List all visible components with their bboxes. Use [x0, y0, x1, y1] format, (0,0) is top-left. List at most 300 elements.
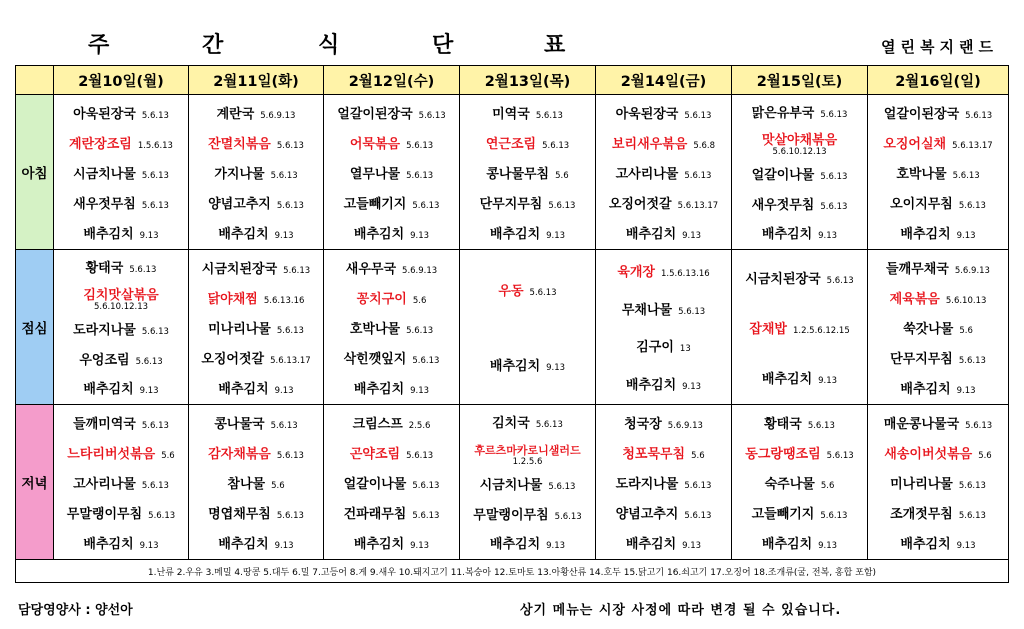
menu-item-line [886, 258, 990, 277]
menu-item-line [73, 193, 169, 212]
allergen-codes: 9.13 [682, 540, 702, 551]
allergen-codes: 5.6.13 [406, 170, 434, 181]
menu-item-line [616, 473, 712, 492]
allergen-codes: 5.6 [271, 480, 285, 491]
title-char: 표 [544, 33, 566, 58]
meal-label: 점심 [16, 250, 54, 405]
change-notice: 상기 메뉴는 시장 사정에 따라 변경 될 수 있습니다. [520, 603, 842, 618]
menu-item [596, 530, 731, 554]
dish-name: 시금치나물 [479, 478, 543, 494]
menu-item-line [617, 261, 709, 280]
menu-item-line [490, 355, 565, 374]
allergen-codes: 5.6.13 [678, 306, 706, 317]
dish-name: 얼갈이된장국 [337, 106, 413, 122]
menu-item-line [616, 503, 712, 522]
menu-item-line [884, 103, 992, 122]
allergen-codes: 5.6.13 [820, 201, 848, 212]
menu-item [324, 315, 459, 339]
menu-item-line [890, 348, 986, 367]
menu-cell [732, 95, 868, 250]
menu-item-line [208, 318, 304, 337]
dish-name: 미역국 [492, 106, 530, 122]
menu-item-line [208, 288, 305, 307]
menu-item-line [67, 503, 175, 522]
menu-item [460, 439, 595, 467]
menu-item-line [609, 193, 718, 212]
day-header: 2월10일(월) [54, 66, 189, 95]
dish-name: 새우무국 [345, 261, 397, 277]
allergen-legend: 1.난류 2.우유 3.메밀 4.땅콩 5.대두 6.밀 7.고등어 8.게 9.새우 10.돼지고기 11.복숭아 12.토마토 13.아황산류 14.호두 15.닭고기 16.쇠고기 17.오징어 18.조개류(굴, 전복, 홍합 포함) [16, 560, 1009, 583]
dish-name: 새우젓무침 [751, 197, 815, 213]
allergen-codes: 5.6.13 [412, 510, 440, 521]
menu-item-line [83, 223, 158, 242]
day-header: 2월13일(목) [460, 66, 596, 95]
menu-item [732, 410, 867, 434]
menu-item [868, 130, 1008, 154]
menu-item [596, 259, 731, 283]
allergen-codes: 5.6 [978, 450, 992, 461]
dish-name: 배추김치 [761, 371, 813, 387]
menu-item-line [900, 223, 975, 242]
menu-item-list [189, 250, 323, 404]
menu-item-line [79, 349, 162, 368]
allergen-codes: 9.13 [818, 375, 838, 386]
allergen-codes: 5.6.13 [952, 170, 980, 181]
allergen-codes: 5.6.13 [807, 420, 835, 431]
dish-name: 무말랭이무침 [66, 506, 143, 522]
menu-item [596, 220, 731, 244]
menu-cell [54, 250, 189, 405]
dish-name: 조개젓무침 [890, 506, 953, 522]
menu-item-line [762, 223, 837, 242]
dish-name: 얼갈이나물 [343, 476, 407, 492]
allergen-codes: 5.6 [161, 450, 175, 461]
menu-cell [868, 405, 1009, 560]
corner-cell [16, 66, 54, 95]
menu-item-list [732, 95, 867, 249]
menu-item [324, 440, 459, 464]
allergen-codes: 5.6 [691, 450, 705, 461]
allergen-codes: 5.6.13 [141, 170, 169, 181]
menu-item-list [732, 250, 867, 404]
menu-item [324, 190, 459, 214]
menu-item [732, 220, 867, 244]
menu-item [54, 190, 188, 214]
menu-cell [868, 250, 1009, 405]
menu-item-line [73, 163, 169, 182]
allergen-codes: 5.6.13 [141, 327, 169, 338]
menu-item-line [498, 280, 556, 299]
menu-item [189, 375, 323, 399]
dish-name: 도라지나물 [615, 476, 679, 492]
allergen-codes: 9.13 [139, 230, 159, 241]
menu-item-line [201, 348, 310, 367]
menu-item [596, 334, 731, 358]
menu-item-line [353, 413, 431, 432]
menu-item [868, 440, 1008, 464]
allergen-codes: 9.13 [818, 230, 838, 241]
menu-item-line [218, 378, 293, 397]
menu-item-line [214, 163, 297, 182]
menu-item [868, 255, 1008, 279]
menu-item-line [752, 503, 848, 522]
allergen-codes: 5.6.13 [276, 325, 304, 336]
menu-item-line [480, 474, 576, 493]
menu-item-list [324, 95, 459, 249]
menu-item [596, 440, 731, 464]
menu-item [596, 470, 731, 494]
dish-name: 우동 [498, 284, 524, 299]
dish-name: 배추김치 [625, 536, 677, 552]
menu-item [324, 220, 459, 244]
allergen-codes: 5.6.13 [820, 510, 848, 521]
menu-item-line [762, 129, 837, 148]
dish-name: 명엽채무침 [208, 506, 271, 522]
title-char: 간 [202, 33, 224, 58]
menu-cell [868, 95, 1009, 250]
allergen-codes: 5.6.10.12.13 [772, 146, 827, 157]
menu-item-list [868, 405, 1008, 559]
menu-item-line [616, 103, 712, 122]
menu-item-line [622, 299, 705, 318]
menu-item [324, 160, 459, 184]
menu-cell [189, 95, 324, 250]
dish-name: 꽁치구이 [356, 291, 407, 307]
day-header: 2월16일(일) [868, 66, 1009, 95]
menu-item-list [460, 405, 595, 559]
dish-name: 오이지무침 [890, 196, 953, 212]
dish-name: 들깨미역국 [73, 416, 136, 432]
day-header-row [16, 66, 1009, 95]
menu-cell [460, 95, 596, 250]
allergen-codes: 5.6.13 [684, 110, 712, 121]
dish-name: 미나리나물 [890, 476, 953, 492]
menu-item [189, 500, 323, 524]
menu-item [868, 470, 1008, 494]
allergen-codes: 5.6.13 [684, 480, 712, 491]
dish-name: 제육볶음 [889, 291, 940, 307]
menu-item [54, 440, 188, 464]
dish-name: 배추김치 [83, 381, 134, 397]
menu-cell [54, 405, 189, 560]
allergen-codes: 5.6.13 [276, 200, 304, 211]
menu-item [324, 130, 459, 154]
menu-item-list [596, 250, 731, 404]
menu-item-line [749, 318, 849, 337]
menu-item [54, 470, 188, 494]
dish-name: 들깨무채국 [886, 261, 949, 277]
menu-item [460, 530, 595, 554]
menu-cell [324, 405, 460, 560]
menu-item [324, 500, 459, 524]
menu-item-list [54, 405, 188, 559]
dish-name: 계란장조림 [69, 136, 132, 152]
menu-item [596, 371, 731, 395]
allergen-codes: 5.6.13 [141, 480, 169, 491]
menu-item-list [460, 250, 595, 404]
allergen-codes: 5.6.9.13 [402, 265, 438, 276]
menu-item-line [83, 284, 158, 303]
menu-item [54, 100, 188, 124]
allergen-codes: 5.6.13 [270, 420, 298, 431]
dish-name: 참나물 [227, 476, 266, 492]
allergen-codes: 5.6.13 [412, 355, 440, 366]
allergen-codes: 1.5.6.13 [137, 140, 173, 151]
allergen-codes: 5.6.13 [826, 275, 854, 286]
menu-item [868, 375, 1008, 399]
menu-item-line [626, 223, 701, 242]
allergen-codes: 5.6.13.17 [952, 140, 993, 151]
menu-item [596, 410, 731, 434]
dish-name: 얼갈이된장국 [883, 106, 960, 122]
menu-item [189, 255, 323, 279]
allergen-codes: 1.5.6.13.16 [661, 269, 710, 280]
menu-item-line [492, 412, 563, 431]
dish-name: 새송이버섯볶음 [884, 446, 973, 462]
dish-name: 건파래무침 [343, 506, 407, 522]
title-char: 단 [432, 33, 454, 58]
dish-name: 무채나물 [621, 302, 673, 318]
allergen-codes: 5.6.8 [693, 140, 715, 151]
menu-item-line [227, 473, 284, 492]
menu-item-line [473, 504, 581, 523]
allergen-codes: 5.6.9.13 [954, 265, 990, 276]
menu-item [54, 500, 188, 524]
menu-item-line [490, 223, 565, 242]
menu-item [460, 353, 595, 377]
dish-name: 배추김치 [218, 226, 269, 242]
dish-name: 호박나물 [896, 166, 947, 182]
menu-item-line [83, 533, 158, 552]
menu-item [54, 130, 188, 154]
day-header: 2월14일(금) [596, 66, 732, 95]
menu-item-line [900, 378, 975, 397]
menu-cell [189, 250, 324, 405]
menu-item-line [884, 413, 992, 432]
dish-name: 김치국 [492, 416, 530, 432]
allergen-codes: 5.6.13 [276, 510, 304, 521]
dish-name: 맑은유부국 [751, 106, 815, 122]
menu-item [54, 160, 188, 184]
menu-cell [324, 250, 460, 405]
dish-name: 양념고추지 [615, 506, 679, 522]
menu-item [732, 100, 867, 124]
dish-name: 양념고추지 [208, 196, 271, 212]
menu-item-list [596, 95, 731, 249]
menu-item [460, 220, 595, 244]
menu-item [460, 410, 595, 434]
menu-item [189, 470, 323, 494]
day-header: 2월12일(수) [324, 66, 460, 95]
allergen-codes: 9.13 [546, 363, 566, 373]
menu-item [732, 470, 867, 494]
menu-item [596, 190, 731, 214]
allergen-codes: 9.13 [274, 385, 294, 396]
allergen-codes: 5.6 [412, 295, 427, 306]
dish-name: 숙주나물 [764, 476, 815, 492]
allergen-codes: 2.5.6 [408, 420, 431, 431]
menu-cell [460, 405, 596, 560]
allergen-codes: 9.13 [139, 540, 159, 551]
allergen-codes: 5.6.10.13 [945, 295, 987, 306]
allergen-codes: 5.6.13 [406, 450, 434, 461]
dish-name: 아욱된장국 [615, 106, 679, 122]
dish-name: 감자채볶음 [208, 446, 271, 462]
menu-item [54, 317, 188, 341]
dish-name: 시금치나물 [73, 166, 136, 182]
menu-item-line [896, 163, 979, 182]
allergen-codes: 5.6.13 [141, 420, 169, 431]
dish-name: 배추김치 [761, 226, 813, 242]
allergen-codes: 5.6.13 [542, 140, 570, 151]
menu-item [324, 530, 459, 554]
menu-item [868, 285, 1008, 309]
menu-item-list [460, 95, 595, 249]
menu-item-line [745, 268, 853, 287]
allergen-codes: 5.6.13 [412, 480, 440, 491]
allergen-codes: 5.6.13 [958, 510, 986, 521]
dish-name: 무말랭이무침 [473, 507, 549, 523]
dish-name: 배추김치 [900, 536, 951, 552]
allergen-codes: 5.6.13.16 [263, 295, 305, 306]
menu-item [868, 345, 1008, 369]
menu-item [324, 375, 459, 399]
menu-item [596, 160, 731, 184]
menu-item [868, 160, 1008, 184]
menu-item [732, 129, 867, 157]
menu-item-line [354, 378, 429, 397]
menu-cell [596, 250, 732, 405]
menu-item [460, 160, 595, 184]
dish-name: 어묵볶음 [349, 136, 401, 152]
menu-item-line [344, 193, 440, 212]
dish-name: 고사리나물 [73, 476, 136, 492]
menu-item-line [486, 163, 568, 182]
allergen-codes: 5.6 [820, 480, 835, 491]
menu-item [460, 100, 595, 124]
menu-item-line [344, 503, 440, 522]
dish-name: 단무지무침 [890, 351, 953, 367]
menu-item [324, 410, 459, 434]
allergen-codes: 5.6.13 [958, 480, 986, 491]
dish-name: 동그랑땡조림 [745, 446, 821, 462]
menu-item-line [208, 133, 304, 152]
menu-item-line [73, 319, 169, 338]
menu-item [868, 530, 1008, 554]
menu-item [460, 278, 595, 302]
weekly-menu-table [15, 65, 1009, 583]
allergen-codes: 5.6.13 [535, 110, 563, 121]
dietitian-label: 담당영양사 : 양선아 [18, 603, 133, 618]
dish-name: 단무지무침 [479, 196, 543, 212]
menu-item-line [208, 503, 304, 522]
allergen-codes: 9.13 [956, 230, 976, 241]
menu-item-line [344, 348, 440, 367]
allergen-codes: 5.6.13 [820, 110, 848, 121]
allergen-codes: 5.6.13 [820, 172, 848, 183]
menu-item-line [626, 374, 701, 393]
menu-item [324, 345, 459, 369]
dish-name: 황태국 [85, 261, 124, 277]
menu-item [189, 315, 323, 339]
allergen-codes: 9.13 [274, 540, 294, 551]
dish-name: 삭힌깻잎지 [343, 351, 407, 367]
allergen-codes: 9.13 [818, 540, 838, 551]
dish-name: 미나리나물 [208, 321, 271, 337]
menu-item-line [764, 413, 835, 432]
dish-name: 잔멸치볶음 [208, 136, 271, 152]
menu-item-line [208, 193, 304, 212]
allergen-codes: 5.6.13 [141, 110, 169, 121]
allergen-codes: 9.13 [682, 381, 702, 392]
menu-item-list [324, 250, 459, 404]
menu-item [596, 296, 731, 320]
allergen-codes: 9.13 [139, 385, 159, 396]
menu-item-line [890, 288, 987, 307]
menu-item [54, 530, 188, 554]
menu-item-list [189, 405, 323, 559]
menu-item-line [218, 223, 293, 242]
dish-name: 오징어젓갈 [608, 196, 672, 212]
dinner-row [16, 405, 1009, 560]
menu-item [54, 255, 188, 279]
menu-item-list [324, 405, 459, 559]
page-title [0, 28, 1024, 62]
allergen-codes: 5.6.13 [276, 450, 304, 461]
menu-item-line [752, 102, 848, 121]
menu-item [868, 100, 1008, 124]
allergen-codes: 5.6 [555, 170, 569, 181]
allergen-codes: 5.6.13 [148, 510, 176, 521]
menu-item-line [765, 473, 835, 492]
menu-item-line [480, 193, 576, 212]
menu-item-line [214, 413, 297, 432]
menu-item [460, 501, 595, 525]
allergen-codes: 9.13 [546, 540, 566, 551]
menu-item [732, 440, 867, 464]
menu-cell [732, 405, 868, 560]
menu-item-line [86, 257, 157, 276]
menu-item-line [903, 318, 973, 337]
allergen-codes: 9.13 [410, 385, 430, 396]
dish-name: 김치맛살볶음 [83, 287, 159, 303]
dish-name: 콩나물무침 [486, 166, 550, 182]
dish-name: 배추김치 [489, 226, 541, 242]
allergen-codes: 5.6.13 [684, 510, 712, 521]
menu-item-line [67, 443, 174, 462]
dish-name: 배추김치 [900, 226, 951, 242]
menu-item-line [890, 193, 986, 212]
menu-item [189, 220, 323, 244]
menu-item-line [616, 163, 712, 182]
menu-item [324, 255, 459, 279]
legend-row [16, 560, 1009, 583]
dish-name: 연근조림 [485, 136, 537, 152]
menu-item-list [732, 405, 867, 559]
dish-name: 육개장 [617, 265, 655, 281]
menu-cell [596, 95, 732, 250]
menu-item-line [357, 288, 427, 307]
menu-item [324, 100, 459, 124]
allergen-codes: 9.13 [410, 540, 430, 551]
allergen-codes: 5.6.13 [412, 200, 440, 211]
menu-item [596, 100, 731, 124]
dish-name: 배추김치 [218, 536, 269, 552]
menu-item-line [69, 133, 173, 152]
menu-item-line [486, 133, 569, 152]
menu-item [868, 410, 1008, 434]
allergen-codes: 9.13 [546, 230, 566, 241]
